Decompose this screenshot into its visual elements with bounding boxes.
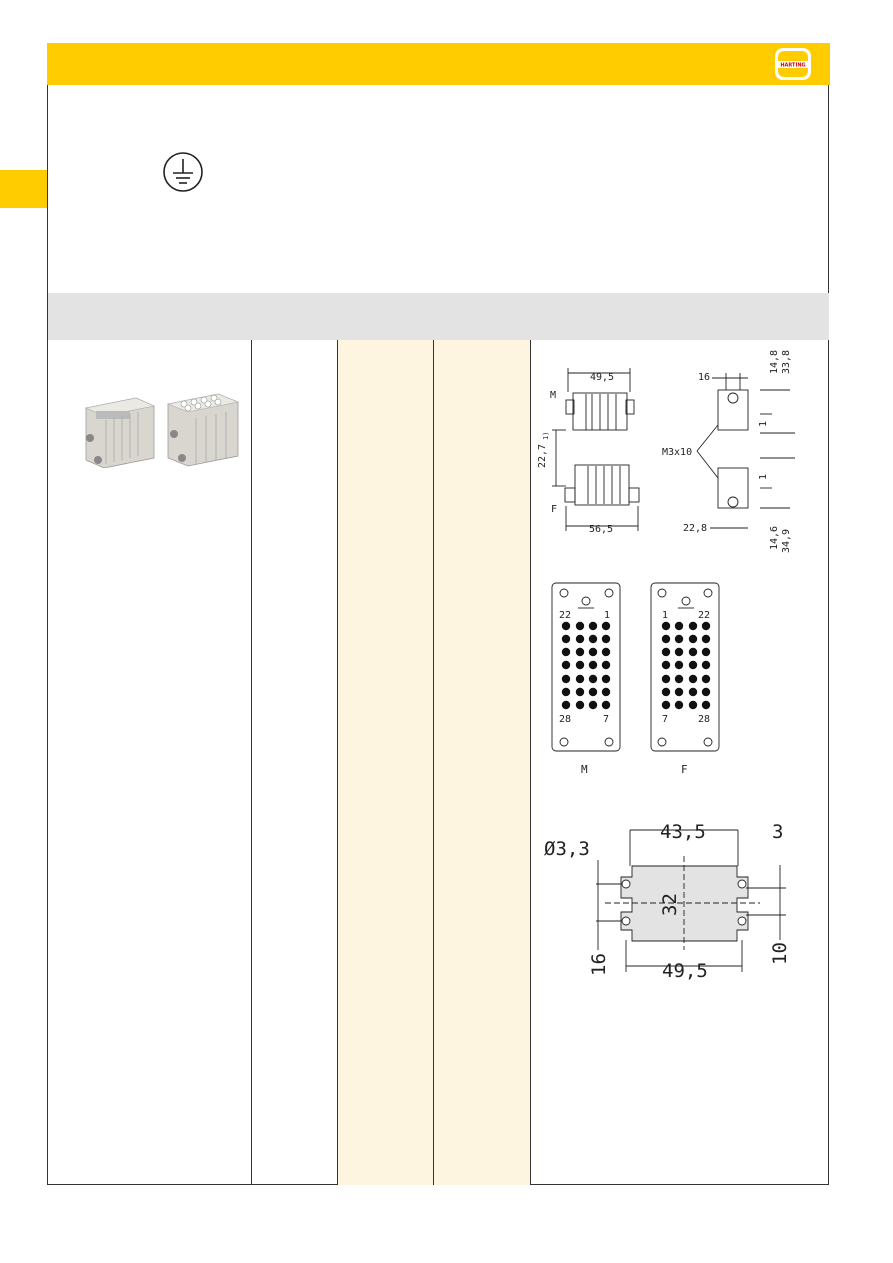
- pin-label-m-top-left: 22: [559, 610, 572, 621]
- dim-outer-width: 49,5: [662, 960, 708, 982]
- pin-dots-male: [562, 622, 610, 709]
- dim-inner-width: 43,5: [660, 821, 706, 843]
- end-view-bottom: [697, 425, 795, 528]
- dim-left-offset: 16: [588, 953, 610, 976]
- pin-label-f-bottom-right: 28: [698, 714, 711, 725]
- dim-side-footnote: 1): [542, 431, 550, 440]
- logo-text: HARTING: [780, 62, 806, 69]
- dim-end-width-top: 16: [698, 372, 711, 383]
- dim-side-width-top: 49,5: [590, 372, 615, 383]
- pin-label-f-top-right: 22: [698, 610, 711, 621]
- label-screw: M3x10: [662, 447, 693, 458]
- pin-dots-female: [662, 622, 710, 709]
- dim-end-width-bottom: 22,8: [683, 523, 708, 534]
- label-side-f: F: [551, 504, 558, 515]
- dim-end-top-a: 14,8: [769, 349, 780, 374]
- dim-side-width-bottom: 56,5: [589, 524, 614, 535]
- end-view-top: [712, 373, 795, 433]
- pin-face-label-f: F: [681, 763, 688, 776]
- dim-hole-dia: Ø3,3: [544, 838, 590, 860]
- dim-height: 32: [659, 893, 681, 916]
- pin-label-m-top-right: 1: [604, 610, 611, 621]
- side-view-female: [552, 430, 639, 531]
- pin-label-f-bottom-left: 7: [662, 714, 669, 725]
- pin-label-f-top-left: 1: [662, 610, 669, 621]
- dim-side-height: 22,7: [537, 443, 548, 468]
- dim-end-top-b: 33,8: [781, 349, 792, 374]
- label-side-m: M: [550, 390, 557, 401]
- pin-label-m-bottom-left: 28: [559, 714, 572, 725]
- panel-cutout: [596, 830, 786, 972]
- dim-end-gap-bottom: 1: [758, 473, 769, 480]
- pin-label-m-bottom-right: 7: [603, 714, 610, 725]
- pin-face-label-m: M: [581, 763, 588, 776]
- dim-end-gap-top: 1: [758, 420, 769, 427]
- dim-edge: 3: [772, 821, 784, 843]
- dim-end-bottom-b: 34,9: [781, 528, 792, 553]
- dim-end-bottom-a: 14,6: [769, 525, 780, 550]
- dim-right-offset: 10: [769, 942, 791, 965]
